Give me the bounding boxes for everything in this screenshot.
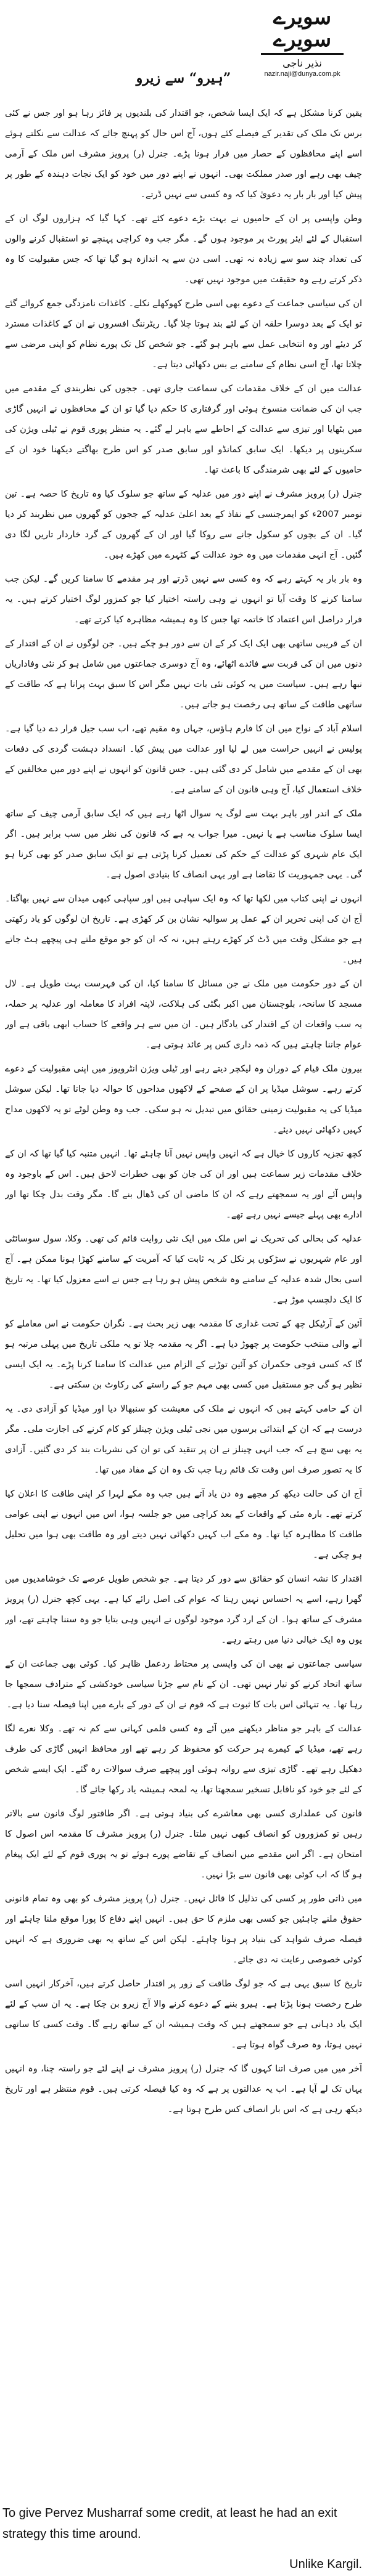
article-paragraph: وہ بار بار یہ کہتے رہے کہ وہ کسی سے نہیں ڈرتے اور ہر مقدمے کا سامنا کریں گے۔ لیکن جب سامنا کرنے کا وقت آیا تو انہوں نے وہی راستہ اختیار کیا جو کمزور لوگ اختیار کرتے ہیں۔ یہ فرار دراصل اس اعتماد کا خاتمہ تھا جس کا وہ ہمیشہ مظاہرہ کیا کرتے تھے۔	[5, 574, 362, 625]
masthead-rule	[261, 53, 344, 55]
article-paragraph: قانون کی عملداری کسی بھی معاشرے کی بنیاد ہوتی ہے۔ اگر طاقتور لوگ قانون سے بالاتر رہیں تو کمزوروں کو انصاف کبھی نہیں ملتا۔ جنرل (ر) پرویز مشرف کا مقدمہ اس اصول کا امتحان ہے۔ اگر اس مقدمے میں انصاف کے تقاضے پورے ہوئے تو یہ پوری قوم کے لئے ایک پیغام ہو گا کہ اب کوئی بھی قانون سے بڑا نہیں۔	[5, 1809, 362, 1880]
article-paragraph: سیاسی جماعتوں نے بھی ان کی واپسی پر محتاط ردعمل ظاہر کیا۔ کوئی بھی جماعت ان کے ساتھ اتحاد کرنے کو تیار نہیں تھی۔ ان کے نام سے جڑنا سیاسی خودکشی کے مترادف سمجھا جا رہا تھا۔ یہ تنہائی اس بات کا ثبوت ہے کہ قوم نے ان کے دور کے بارے میں اپنا فیصلہ سنا دیا ہے۔	[5, 1659, 362, 1710]
article-paragraph: وطن واپسی پر ان کے حامیوں نے بہت بڑے دعوے کئے تھے۔ کہا گیا کہ ہزاروں لوگ ان کے استقبال کے لئے ایئر پورٹ پر موجود ہوں گے۔ مگر جب وہ کراچی پہنچے تو استقبال کرنے والوں کی تعداد چند سو سے زیادہ نہ تھی۔ اسی دن سے یہ اندازہ ہو گیا تھا کہ جس مقبولیت کا وہ ذکر کرتے رہے وہ حقیقت میں موجود نہیں تھی۔	[5, 214, 362, 285]
article-paragraph: یقین کرنا مشکل ہے کہ ایک ایسا شخص، جو اقتدار کی بلندیوں پر فائز رہا ہو اور جس نے کئی برس تک ملک کی تقدیر کے فیصلے کئے ہوں، آج اس حال کو پہنچ جائے کہ عدالت سے نکلتے ہوئے اسے اپنے محافظوں کے حصار میں فرار ہونا پڑے۔ جنرل (ر) پرویز مشرف اس ملک کے آرمی چیف بھی رہے اور صدر مملکت بھی۔ انہوں نے اپنے دور میں خود کو ایک نجات دہندہ کے طور پر پیش کیا اور بار بار یہ دعویٰ کیا کہ وہ کسی سے نہیں ڈرتے۔	[5, 108, 362, 200]
article-paragraph: ان کے قریبی ساتھی بھی ایک ایک کر کے ان سے دور ہو چکے ہیں۔ جن لوگوں نے ان کے اقتدار کے دنوں میں ان کی قربت سے فائدے اٹھائے، وہ آج دوسری جماعتوں میں شامل ہو کر نئی وفاداریاں نبھا رہے ہیں۔ سیاست میں یہ کوئی نئی بات نہیں مگر اس کا سبق بہت پرانا ہے کہ طاقت کے ساتھی طاقت کے ساتھ ہی رخصت ہو جاتے ہیں۔	[5, 639, 362, 710]
article-paragraph: ان کے دور حکومت میں ملک نے جن مسائل کا سامنا کیا، ان کی فہرست بہت طویل ہے۔ لال مسجد کا سانحہ، بلوچستان میں اکبر بگٹی کی ہلاکت، لاپتہ افراد کا معاملہ اور عدلیہ پر حملہ، یہ سب واقعات ان کے اقتدار کی یادگار ہیں۔ ان میں سے ہر واقعے کا حساب ابھی باقی ہے اور عوام جاننا چاہتے ہیں کہ ذمہ داری کس پر عائد ہوتی ہے۔	[5, 979, 362, 1050]
author-email: nazir.naji@dunya.com.pk	[264, 70, 340, 78]
article-paragraph: ان کی سیاسی جماعت کے دعوے بھی اسی طرح کھوکھلے نکلے۔ کاغذات نامزدگی جمع کروائے گئے تو ایک کے بعد دوسرا حلقہ ان کے لئے بند ہوتا چلا گیا۔ ریٹرننگ افسروں نے ان کے کاغذات مسترد کر دیئے اور وہ انتخابی عمل سے باہر ہو گئے۔ جو شخص کل تک پورے نظام کو اپنی مرضی سے چلاتا تھا، آج اسی نظام کے سامنے بے بس دکھائی دیتا ہے۔	[5, 299, 362, 370]
article-paragraph: میں ذاتی طور پر کسی کی تذلیل کا قائل نہیں۔ جنرل (ر) پرویز مشرف کو بھی وہ تمام قانونی حقوق ملنے چاہئیں جو کسی بھی ملزم کا حق ہیں۔ انہیں اپنے دفاع کا پورا موقع ملنا چاہئے اور فیصلہ صرف شواہد کی بنیاد پر ہونا چاہئے۔ لیکن اس کے ساتھ یہ بھی ضروری ہے کہ انہیں کوئی خصوصی رعایت نہ دی جائے۔	[5, 1894, 362, 1965]
article-paragraph: عدالت میں ان کے خلاف مقدمات کی سماعت جاری تھی۔ ججوں کی نظربندی کے مقدمے میں جب ان کی ضمانت منسوخ ہوئی اور گرفتاری کا حکم دیا گیا تو ان کے محافظوں نے انہیں گاڑی میں بٹھایا اور تیزی سے عدالت کے احاطے سے باہر لے گئے۔ یہ منظر پوری قوم نے ٹیلی ویژن کی سکرینوں پر دیکھا۔ ایک سابق کمانڈو اور سابق صدر کو اس طرح بھاگتے دیکھنا خود ان کے حامیوں کے لئے بھی شرمندگی کا باعث تھا۔	[5, 384, 362, 475]
article-paragraph: ملک کے اندر اور باہر بہت سے لوگ یہ سوال اٹھا رہے ہیں کہ ایک سابق آرمی چیف کے ساتھ ایسا سلوک مناسب ہے یا نہیں۔ میرا جواب یہ ہے کہ قانون کی نظر میں سب برابر ہیں۔ اگر ایک عام شہری کو عدالت کے حکم کی تعمیل کرنا پڑتی ہے تو ایک سابق صدر کو بھی کرنا ہو گی۔ یہی جمہوریت کا تقاضا ہے اور یہی انصاف کا بنیادی اصول ہے۔	[5, 809, 362, 880]
article-paragraph: عدالت کے باہر جو مناظر دیکھنے میں آئے وہ کسی فلمی کہانی سے کم نہ تھے۔ وکلا نعرے لگا رہے تھے، میڈیا کے کیمرے ہر حرکت کو محفوظ کر رہے تھے اور محافظ انہیں گاڑی کی طرف دھکیل رہے تھے۔ گاڑی تیزی سے روانہ ہوئی اور پیچھے صرف سوالات رہ گئے۔ ایک ایسے شخص کے لئے جو خود کو ناقابل تسخیر سمجھتا تھا، یہ لمحہ ہمیشہ یاد رکھا جائے گا۔	[5, 1724, 362, 1795]
article-paragraph: انہوں نے اپنی کتاب میں لکھا تھا کہ وہ ایک سپاہی ہیں اور سپاہی کبھی میدان سے نہیں بھاگتا۔ آج ان کی اپنی تحریر ان کے عمل پر سوالیہ نشان بن کر کھڑی ہے۔ تاریخ ان لوگوں کو یاد رکھتی ہے جو مشکل وقت میں ڈٹ کر کھڑے رہتے ہیں، نہ کہ ان کو جو موقع ملتے ہی پیچھے ہٹ جاتے ہیں۔	[5, 894, 362, 965]
article-body	[5, 104, 362, 2500]
article-paragraph: اقتدار کا نشہ انسان کو حقائق سے دور کر دیتا ہے۔ جو شخص طویل عرصے تک خوشامدیوں میں گھرا رہے، اسے یہ احساس نہیں رہتا کہ عوام کی اصل رائے کیا ہے۔ یہی کچھ جنرل (ر) پرویز مشرف کے ساتھ ہوا۔ ان کے ارد گرد موجود لوگوں نے انہیں وہی بتایا جو وہ سننا چاہتے تھے، اور یوں وہ ایک خیالی دنیا میں رہتے رہے۔	[5, 1574, 362, 1645]
article-paragraph: آخر میں میں صرف اتنا کہوں گا کہ جنرل (ر) پرویز مشرف نے اپنے لئے جو راستہ چنا، وہ انہیں یہاں تک لے آیا ہے۔ اب یہ عدالتوں پر ہے کہ وہ کیا فیصلہ کرتی ہیں۔ قوم منتظر ہے اور تاریخ دیکھ رہی ہے کہ اس بار انصاف کس طرح ہوتا ہے۔	[5, 2064, 362, 2115]
author-name: نذیر ناجی	[282, 57, 322, 69]
column-header	[0, 0, 367, 99]
article-paragraph: آئین کے آرٹیکل چھ کے تحت غداری کا مقدمہ بھی زیر بحث ہے۔ نگران حکومت نے اس معاملے کو آنے والی منتخب حکومت پر چھوڑ دیا ہے۔ اگر یہ مقدمہ چلا تو یہ ملکی تاریخ میں پہلی مرتبہ ہو گا کہ کسی فوجی حکمران کو آئین توڑنے کے الزام میں عدالت کا سامنا کرنا پڑے۔ یہ ایک ایسی نظیر ہو گی جو مستقبل میں کسی بھی مہم جو کے راستے کی رکاوٹ بن سکتی ہے۔	[5, 1319, 362, 1390]
article-paragraph: جنرل (ر) پرویز مشرف نے اپنے دور میں عدلیہ کے ساتھ جو سلوک کیا وہ تاریخ کا حصہ ہے۔ تین نومبر 2007ء کو ایمرجنسی کے نفاذ کے بعد اعلیٰ عدلیہ کے ججوں کو گھروں میں نظربند کر دیا گیا۔ ان کے بچوں کو سکول جانے سے روکا گیا اور ان کے گھروں کے گرد خاردار تاریں لگا دی گئیں۔ آج انہی مقدمات میں وہ خود عدالت کے کٹہرے میں کھڑے ہیں۔	[5, 489, 362, 560]
column-masthead	[256, 6, 348, 78]
article-paragraph: کچھ تجزیہ کاروں کا خیال ہے کہ انہیں واپس نہیں آنا چاہئے تھا۔ انہیں متنبہ کیا گیا تھا کہ ان کے خلاف مقدمات زیر سماعت ہیں اور ان کی جان کو بھی خطرات لاحق ہیں۔ اس کے باوجود وہ واپس آئے اور یہ سمجھتے رہے کہ ان کا ماضی ان کی ڈھال بنے گا۔ مگر وقت بدل چکا تھا اور ادارے بھی پہلے جیسے نہیں رہے تھے۔	[5, 1149, 362, 1220]
article-paragraph: تاریخ کا سبق یہی ہے کہ جو لوگ طاقت کے زور پر اقتدار حاصل کرتے ہیں، آخرکار انہیں اسی طرح رخصت ہونا پڑتا ہے۔ ہیرو بننے کے دعوے کرنے والا آج زیرو بن چکا ہے۔ یہ ان سب کے لئے ایک یاد دہانی ہے جو سمجھتے ہیں کہ وقت ہمیشہ ان کے ساتھ رہے گا۔ وقت کسی کا ساتھی نہیں ہوتا، وہ صرف گواہ ہوتا ہے۔	[5, 1979, 362, 2050]
article-paragraph: آج ان کی حالت دیکھ کر مجھے وہ دن یاد آتے ہیں جب وہ مکے لہرا کر اپنی طاقت کا اعلان کیا کرتے تھے۔ بارہ مئی کے واقعات کے بعد کراچی میں جو جلسہ ہوا، اس میں انہوں نے اپنی عوامی طاقت کا مظاہرہ کیا تھا۔ وہ مکے اب کہیں دکھائی نہیں دیتے اور وہ طاقت بھی ہوا میں تحلیل ہو چکی ہے۔	[5, 1489, 362, 1560]
article-title: ”ہیرو“ سے زیرو	[136, 70, 231, 86]
article-paragraph: اسلام آباد کے نواح میں ان کا فارم ہاؤس، جہاں وہ مقیم تھے، اب سب جیل قرار دے دیا گیا ہے۔ پولیس نے انہیں حراست میں لے لیا اور عدالت میں پیش کیا۔ انسداد دہشت گردی کی دفعات بھی ان کے مقدمے میں شامل کر دی گئی ہیں۔ جس قانون کو انہوں نے اپنے دور میں مخالفین کے خلاف استعمال کیا، آج وہی قانون ان کے سامنے ہے۔	[5, 724, 362, 795]
column-name: سویرے سویرے	[273, 5, 332, 52]
article-paragraph: ان کے حامی کہتے ہیں کہ انہوں نے ملک کی معیشت کو سنبھالا دیا اور میڈیا کو آزادی دی۔ یہ درست ہے کہ ان کے ابتدائی برسوں میں نجی ٹیلی ویژن چینلز کو کام کرنے کی اجازت ملی۔ مگر یہ بھی سچ ہے کہ جب انہی چینلز نے ان پر تنقید کی تو ان کی نشریات بند کر دی گئیں۔ آزادی کا یہ تصور صرف اس وقت تک قائم رہا جب تک وہ ان کے مفاد میں تھا۔	[5, 1404, 362, 1475]
article-paragraph: عدلیہ کی بحالی کی تحریک نے اس ملک میں ایک نئی روایت قائم کی تھی۔ وکلا، سول سوسائٹی اور عام شہریوں نے سڑکوں پر نکل کر یہ ثابت کیا کہ آمریت کے سامنے کھڑا ہونا ممکن ہے۔ آج اسی بحال شدہ عدلیہ کے سامنے وہ شخص پیش ہو رہا ہے جس نے اسے معزول کیا تھا۔ یہ تاریخ کا ایک دلچسپ موڑ ہے۔	[5, 1234, 362, 1305]
article-paragraph: بیرون ملک قیام کے دوران وہ لیکچر دیتے رہے اور ٹیلی ویژن انٹرویوز میں اپنی مقبولیت کے دعوے کرتے رہے۔ سوشل میڈیا پر ان کے صفحے کے لاکھوں مداحوں کا حوالہ دیا جاتا تھا۔ لیکن سوشل میڈیا کی یہ مقبولیت زمینی حقائق میں تبدیل نہ ہو سکی۔ جب وہ وطن لوٹے تو یہ لاکھوں مداح کہیں دکھائی نہیں دیئے۔	[5, 1064, 362, 1135]
closing-caption: Unlike Kargil.	[289, 2558, 362, 2571]
footer-quote: To give Pervez Musharraf some credit, at least he had an exit strategy this time around.	[2, 2506, 337, 2541]
